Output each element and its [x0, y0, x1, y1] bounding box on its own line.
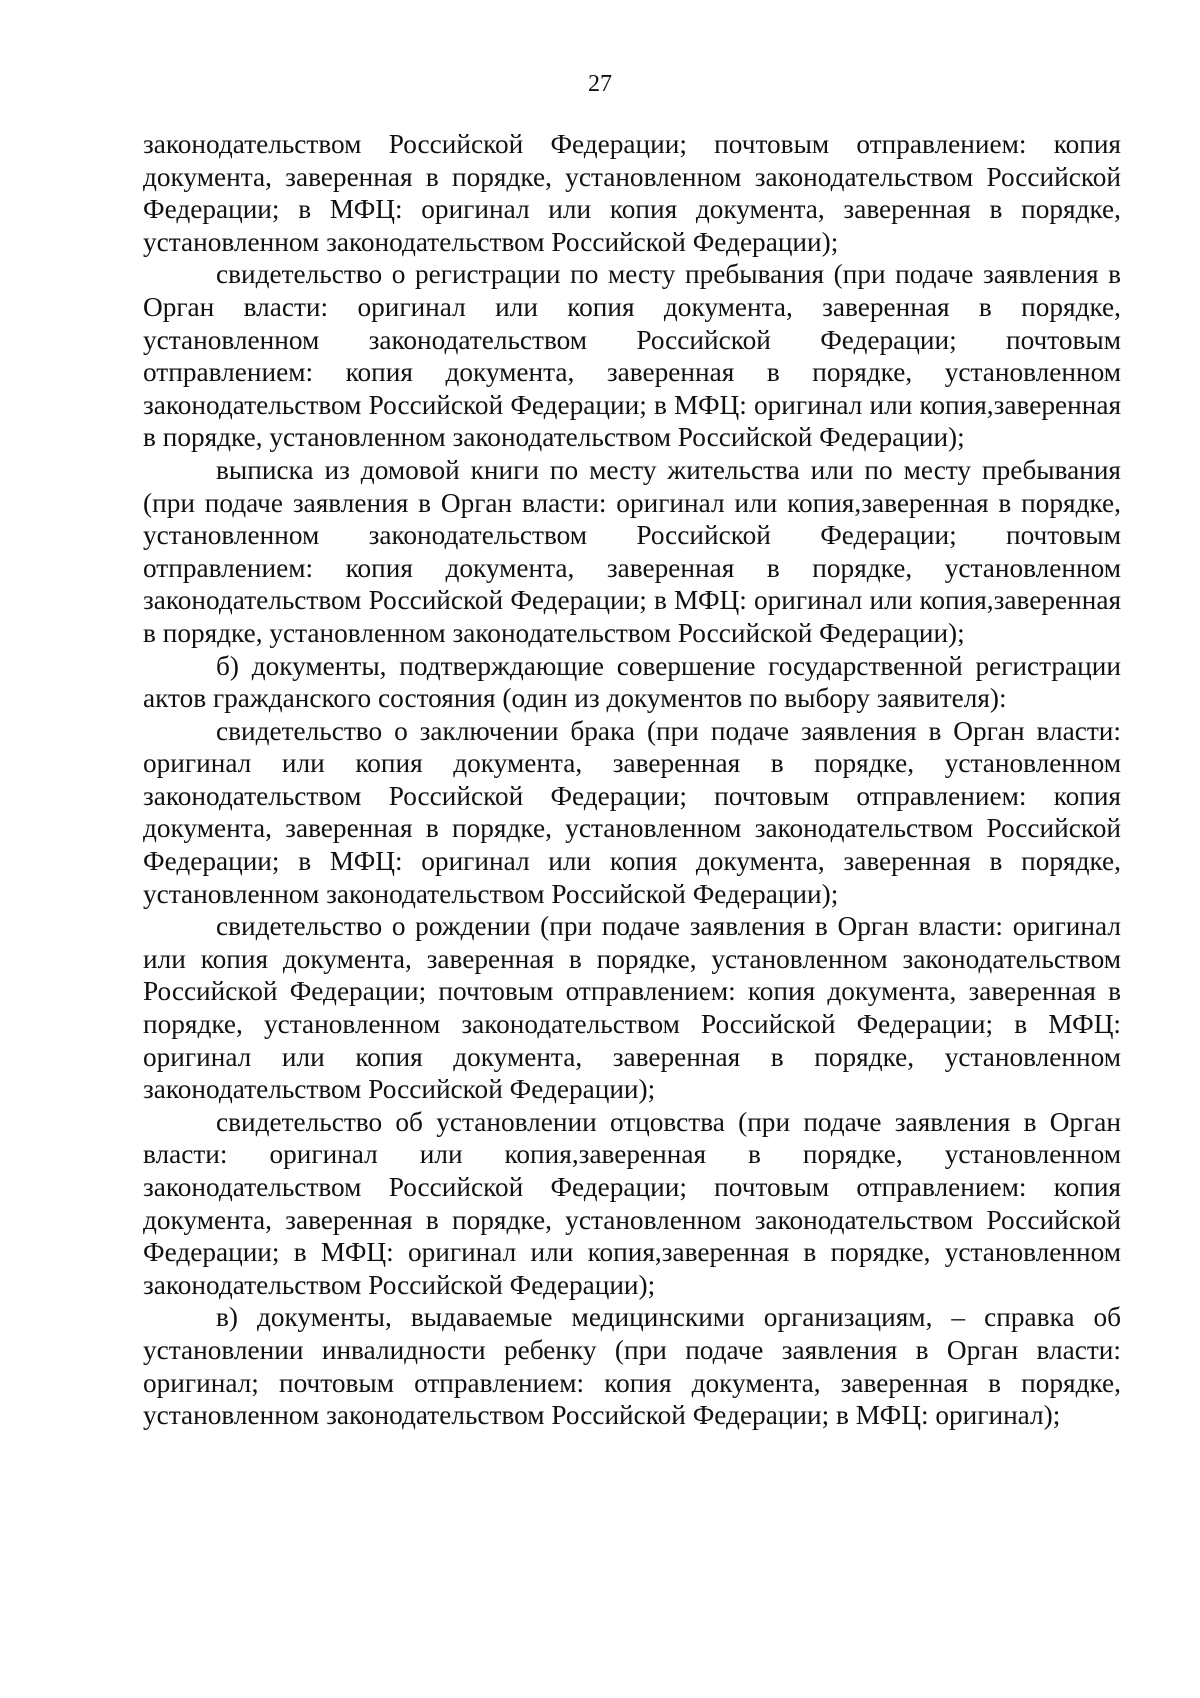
paragraph-registration-certificate: свидетельство о регистрации по месту пребывания (при подаче заявления в Орган власти: оригинал или копия документа, заверенная в порядке, установленном законодательством Российской Федерации; почтовым отправлением: копия документа, заверенная в порядке, установленном законодательством Российской Федерации; в МФЦ: оригинал или копия,заверенная в порядке, установленном законодательством Российской Федерации);: [143, 259, 1121, 453]
paragraph-paternity-certificate: свидетельство об установлении отцовства (при подаче заявления в Орган власти: оригинал или копия,заверенная в порядке, установленном законодательством Российской Федерации; почтовым отправлением: копия документа, заверенная в порядке, установленном законодательством Российской Федерации; в МФЦ: оригинал или копия,заверенная в порядке, установленном законодательством Российской Федерации);: [143, 1106, 1121, 1300]
paragraph-civil-status-documents: б) документы, подтверждающие совершение государственной регистрации актов гражданского состояния (один из документов по выбору заявителя):: [143, 650, 1121, 714]
paragraph-house-book-extract: выписка из домовой книги по месту жительства или по месту пребывания (при подаче заявления в Орган власти: оригинал или копия,заверенная в порядке, установленном законодательством Российской Федерации; почтовым отправлением: копия документа, заверенная в порядке, установленном законодательством Российской Федерации; в МФЦ: оригинал или копия,заверенная в порядке, установленном законодательством Российской Федерации);: [143, 454, 1121, 648]
paragraph-birth-certificate: свидетельство о рождении (при подаче заявления в Орган власти: оригинал или копия документа, заверенная в порядке, установленном законодательством Российской Федерации; почтовым отправлением: копия документа, заверенная в порядке, установленном законодательством Российской Федерации; в МФЦ: оригинал или копия документа, заверенная в порядке, установленном законодательством Российской Федерации);: [143, 911, 1121, 1105]
document-body: [143, 128, 1121, 1432]
paragraph-medical-documents: в) документы, выдаваемые медицинскими организациям, – справка об установлении инвалидности ребенку (при подаче заявления в Орган власти: оригинал; почтовым отправлением: копия документа, заверенная в порядке, установленном законодательством Российской Федерации; в МФЦ: оригинал);: [143, 1302, 1121, 1431]
paragraph-marriage-certificate: свидетельство о заключении брака (при подаче заявления в Орган власти: оригинал или копия документа, заверенная в порядке, установленном законодательством Российской Федерации; почтовым отправлением: копия документа, заверенная в порядке, установленном законодательством Российской Федерации; в МФЦ: оригинал или копия документа, заверенная в порядке, установленном законодательством Российской Федерации);: [143, 715, 1121, 909]
page-number: 27: [588, 71, 612, 97]
paragraph-continuation: законодательством Российской Федерации; почтовым отправлением: копия документа, заверенная в порядке, установленном законодательством Российской Федерации; в МФЦ: оригинал или копия документа, заверенная в порядке, установленном законодательством Российской Федерации);: [143, 129, 1121, 257]
